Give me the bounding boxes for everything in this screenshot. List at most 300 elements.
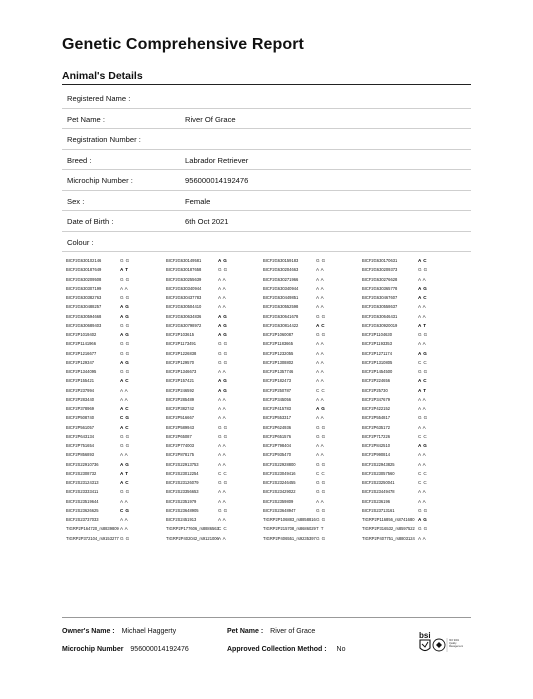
- footer-divider: [62, 617, 471, 618]
- snp-genotype: G G: [120, 258, 130, 263]
- snp-row: [66, 506, 476, 515]
- snp-marker: BICF2S23333411: [66, 489, 99, 495]
- detail-value: Labrador Retriever: [185, 155, 249, 165]
- snp-marker: BICF2P283440: [66, 396, 94, 402]
- snp-genotype: G G: [418, 267, 428, 273]
- snp-marker: BICF2G630204663: [263, 267, 299, 273]
- snp-genotype: G G: [316, 258, 326, 263]
- snp-marker: BICF2P751654: [66, 443, 94, 448]
- detail-row: [62, 191, 471, 212]
- snp-marker: BICF2P1193353: [362, 341, 392, 347]
- snp-genotype: G G: [316, 433, 326, 439]
- snp-row: [66, 515, 476, 524]
- snp-marker: BICF2P1310805: [362, 359, 393, 365]
- snp-marker: BICF2G630187649: [66, 267, 102, 273]
- snp-genotype: A A: [316, 369, 325, 374]
- snp-genotype: A A: [316, 415, 325, 421]
- snp-marker: BICF2P103615: [166, 332, 194, 337]
- snp-genotype: A G: [120, 304, 130, 310]
- snp-genotype: G G: [218, 267, 228, 273]
- snp-marker: BICF2P774003: [166, 443, 194, 448]
- snp-genotype: A A: [418, 396, 427, 402]
- snp-genotype: A A: [418, 498, 427, 504]
- snp-marker: BICF2P717226: [362, 433, 390, 439]
- snp-genotype: C C: [316, 470, 326, 476]
- snp-marker: BICF2G630340944: [263, 285, 299, 291]
- snp-marker: BICF2G630437783: [166, 295, 202, 300]
- detail-row: [62, 109, 471, 130]
- detail-row: [62, 170, 471, 191]
- snp-marker: BICF2P624936: [263, 424, 291, 430]
- snp-genotype: G G: [218, 480, 228, 485]
- snp-marker: BICF2P345056: [263, 396, 291, 402]
- snp-marker: BICF2P635172: [362, 424, 390, 430]
- snp-marker: BICF2P1141966: [66, 341, 96, 347]
- snp-marker: BICF2P553317: [263, 415, 291, 421]
- snp-row: [66, 312, 476, 321]
- snp-marker: BICF2P651576: [263, 433, 291, 439]
- snp-genotype: A A: [120, 498, 129, 504]
- snp-row: [66, 441, 476, 450]
- snp-genotype: A G: [418, 517, 428, 522]
- snp-marker: BICF2P508740: [66, 415, 94, 421]
- snp-marker: TIGRP2P402042_rs9121006: [166, 535, 219, 541]
- check-icon: [422, 642, 428, 647]
- bsi-certification-logo: [417, 629, 463, 663]
- snp-genotype: G G: [218, 507, 228, 513]
- snp-marker: TIGRP2P372104_rs9153277: [66, 535, 119, 541]
- snp-marker: BICF2G630276628: [362, 276, 398, 282]
- snp-genotype: A G: [418, 443, 428, 448]
- snp-marker: BICF2G630798972: [166, 322, 202, 328]
- snp-marker: BICF2G630187658: [166, 267, 202, 273]
- snp-marker: BICF2P1308802: [263, 359, 294, 365]
- snp-genotype: A T: [418, 322, 427, 328]
- snp-row: [66, 413, 476, 422]
- snp-marker: BICF2G630271966: [263, 276, 299, 282]
- snp-marker: BICF2P246592: [166, 387, 194, 393]
- snp-genotype: A A: [418, 424, 427, 430]
- chip-label: Microchip Number: [62, 646, 124, 653]
- snp-marker: BICF2G630920019: [362, 322, 398, 328]
- snp-genotype: G G: [418, 415, 428, 421]
- snp-marker: BICF2G630209373: [362, 267, 398, 273]
- snp-genotype: A A: [218, 498, 227, 504]
- snp-marker: BICF2S22913753: [166, 461, 199, 467]
- snp-genotype: A A: [418, 406, 427, 411]
- snp-genotype: A A: [218, 369, 227, 374]
- snp-marker: BICF2P1183665: [263, 341, 293, 347]
- snp-marker: BICF2P516667: [166, 415, 194, 421]
- snp-genotype: A C: [418, 378, 427, 384]
- snp-marker: BICF2P935470: [263, 452, 291, 458]
- snp-genotype: A C: [120, 480, 129, 485]
- snp-genotype: C G: [120, 507, 130, 513]
- snp-marker: BICF2S236196: [362, 498, 390, 504]
- snp-genotype: G G: [316, 313, 326, 319]
- detail-value: 956000014192476: [185, 176, 249, 185]
- snp-marker: BICF2P250787: [263, 387, 291, 393]
- approved-value: No: [336, 646, 346, 653]
- snp-marker: BICF2P561057: [66, 424, 94, 430]
- snp-genotype: A G: [120, 461, 130, 467]
- snp-genotype: A A: [218, 406, 227, 411]
- snp-genotype: A A: [316, 285, 325, 291]
- detail-label: Date of Birth :: [67, 217, 114, 226]
- snp-genotype: A A: [316, 304, 325, 310]
- owner-label: Owner's Name :: [62, 628, 115, 635]
- snp-row: [66, 367, 476, 376]
- snp-genotype: G G: [316, 480, 326, 485]
- snp-marker: TIGRP2P316532_rs8597522: [362, 526, 415, 532]
- snp-marker: BICF2S23648947: [263, 507, 296, 513]
- detail-label: Sex :: [67, 196, 85, 206]
- snp-marker: BICF2P415783: [263, 406, 291, 411]
- snp-marker: BICF2S23429022: [263, 489, 296, 495]
- snp-genotype: G G: [418, 369, 428, 374]
- snp-genotype: G G: [120, 322, 130, 328]
- snp-row: [66, 487, 476, 496]
- snp-marker: BICF2P347679: [362, 396, 390, 402]
- snp-genotype: C C: [218, 526, 228, 532]
- snp-marker: TIGRP2P406551_rs9235397: [263, 535, 316, 541]
- snp-genotype: A A: [218, 295, 227, 300]
- snp-marker: BICF2G630365778: [362, 285, 398, 291]
- detail-row: [62, 88, 471, 109]
- snp-genotype: A A: [316, 498, 325, 504]
- snp-marker: BICF2G630467607: [362, 295, 398, 300]
- snp-genotype: C C: [418, 480, 428, 485]
- snp-marker: BICF2G630558637: [362, 304, 398, 310]
- snp-row: [66, 358, 476, 367]
- snp-genotype: A C: [120, 424, 129, 430]
- snp-row: [66, 404, 476, 413]
- iso-caption-1: ISO 9001: [449, 639, 460, 642]
- detail-label: Pet Name :: [67, 114, 105, 124]
- snp-genotype: G G: [418, 332, 428, 337]
- snp-marker: BICF2P1271174: [362, 350, 392, 356]
- pet-value: River of Grace: [270, 628, 316, 635]
- snp-marker: BICF2P237994: [66, 387, 94, 393]
- snp-marker: BICF2P554817: [362, 415, 390, 421]
- snp-row: [66, 469, 476, 478]
- snp-genotype: A A: [218, 489, 227, 495]
- snp-marker: BICF2G630641678: [263, 313, 299, 319]
- snp-marker: BICF2G630340944: [166, 285, 202, 291]
- snp-marker: BICF2P378969: [66, 406, 94, 411]
- snp-genotype: A A: [120, 526, 129, 532]
- snp-marker: BICF2G630209508: [66, 276, 102, 282]
- snp-marker: BICF2S22928800: [263, 461, 296, 467]
- snp-marker: BICF2S23737033: [66, 517, 99, 522]
- snp-marker: BICF2S2359809: [263, 498, 294, 504]
- snp-marker: TIGRP2P407751_rs8803124: [362, 535, 415, 541]
- snp-marker: BICF2P1019402: [66, 332, 97, 337]
- snp-genotype: G G: [120, 443, 130, 448]
- snp-row: [66, 302, 476, 311]
- snp-genotype: A A: [316, 276, 325, 282]
- snp-marker: BICF2S23519644: [66, 498, 99, 504]
- snp-genotype: C C: [418, 470, 428, 476]
- snp-genotype: A A: [120, 387, 129, 393]
- snp-marker: BICF2S23449478: [362, 489, 395, 495]
- detail-label: Breed :: [67, 155, 92, 165]
- snp-genotype: C C: [418, 433, 428, 439]
- snp-marker: TIGRP2P116856_rs8741680: [362, 517, 415, 522]
- snp-row: [66, 386, 476, 395]
- snp-genotype: A G: [218, 332, 228, 337]
- detail-row: [62, 129, 471, 150]
- snp-genotype: A T: [120, 470, 129, 476]
- snp-marker: BICF2S23124313: [66, 480, 99, 485]
- detail-label: Colour :: [67, 237, 94, 247]
- snp-genotype: G G: [316, 507, 326, 513]
- snp-genotype: A A: [316, 267, 325, 273]
- snp-marker: BICF2P422152: [362, 406, 390, 411]
- snp-marker: BICF2P65087: [166, 433, 192, 439]
- snp-genotype: A G: [218, 387, 228, 393]
- snp-genotype: G G: [316, 332, 326, 337]
- snp-genotype: A G: [218, 258, 228, 263]
- snp-row: [66, 450, 476, 459]
- snp-marker: BICF2P990814: [362, 452, 390, 458]
- snp-marker: BICF2S2308732: [66, 470, 97, 476]
- snp-marker: BICF2G630646431: [362, 313, 398, 319]
- snp-genotype: A A: [218, 304, 227, 310]
- snp-genotype: A A: [418, 489, 427, 495]
- snp-marker: BICF2G630689403: [66, 322, 102, 328]
- snp-genotype-table: [66, 256, 476, 543]
- snp-genotype: A G: [316, 406, 326, 411]
- kitemark-heart-icon: [436, 642, 442, 648]
- snp-marker: BICF2G630170631: [362, 258, 398, 263]
- snp-genotype: A A: [120, 517, 129, 522]
- snp-marker: BICF2S23356653: [166, 489, 199, 495]
- snp-genotype: G G: [418, 526, 428, 532]
- snp-genotype: A A: [316, 443, 325, 448]
- snp-genotype: A A: [218, 415, 227, 421]
- snp-marker: BICF2G630255639: [166, 276, 202, 282]
- snp-marker: BICF2S2351979: [166, 498, 197, 504]
- snp-marker: BICF2P589943: [166, 424, 194, 430]
- snp-genotype: G G: [218, 424, 228, 430]
- snp-genotype: A G: [218, 378, 228, 384]
- snp-marker: BICF2S23246455: [263, 480, 296, 485]
- snp-genotype: A A: [218, 285, 227, 291]
- snp-genotype: A A: [218, 517, 227, 522]
- snp-marker: BICF2P798404: [263, 443, 291, 448]
- snp-genotype: A A: [316, 452, 325, 458]
- footer-owner: [62, 628, 176, 635]
- snp-marker: BICF2S23012254: [166, 470, 199, 476]
- footer-pet: [227, 628, 315, 635]
- snp-marker: BICF2G630634836: [166, 313, 202, 319]
- snp-marker: BICF2P285489: [166, 396, 194, 402]
- snp-marker: BICF2P382742: [166, 406, 194, 411]
- snp-row: [66, 395, 476, 404]
- snp-marker: BICF2G630159183: [263, 258, 299, 263]
- snp-genotype: A A: [418, 276, 427, 282]
- detail-value: 6th Oct 2021: [185, 217, 229, 226]
- snp-genotype: A G: [418, 350, 428, 356]
- snp-genotype: C G: [120, 415, 130, 421]
- snp-genotype: A G: [218, 313, 228, 319]
- snp-genotype: A C: [418, 258, 427, 263]
- snp-row: [66, 265, 476, 274]
- snp-genotype: A A: [418, 304, 427, 310]
- snp-genotype: A A: [120, 396, 129, 402]
- snp-genotype: G G: [218, 350, 228, 356]
- snp-row: [66, 293, 476, 302]
- snp-genotype: G G: [120, 341, 130, 347]
- snp-genotype: G G: [316, 424, 326, 430]
- snp-marker: BICF2P1060087: [263, 332, 294, 337]
- snp-marker: BICF2P1226838: [166, 350, 197, 356]
- snp-row: [66, 275, 476, 284]
- detail-value: Female: [185, 196, 211, 206]
- snp-genotype: A A: [316, 378, 325, 384]
- snp-marker: BICF2P1216677: [66, 350, 97, 356]
- snp-marker: BICF2S23049416: [263, 470, 296, 476]
- snp-marker: TIGRP2P215708_rs8686029: [263, 526, 316, 532]
- snp-marker: BICF2P643134: [66, 433, 94, 439]
- snp-genotype: A A: [418, 341, 427, 347]
- snp-genotype: A G: [218, 322, 228, 328]
- report-title: Genetic Comprehensive Report: [62, 36, 304, 53]
- snp-genotype: G G: [218, 341, 228, 347]
- snp-genotype: G G: [218, 359, 228, 365]
- snp-genotype: C C: [316, 387, 326, 393]
- snp-row: [66, 339, 476, 348]
- snp-genotype: G G: [316, 489, 326, 495]
- snp-row: [66, 460, 476, 469]
- approved-label: Approved Collection Method :: [227, 646, 327, 653]
- snp-marker: BICF2G630814422: [263, 322, 299, 328]
- detail-row: [62, 211, 471, 232]
- snp-genotype: C C: [418, 359, 428, 365]
- snp-marker: BICF2S23713161: [362, 507, 395, 513]
- snp-row: [66, 330, 476, 339]
- iso-caption-3: Management: [449, 645, 463, 648]
- snp-genotype: G G: [316, 517, 326, 522]
- snp-marker: BICF2P878175: [166, 452, 194, 458]
- snp-marker: BICF2G630504410: [166, 304, 202, 310]
- snp-genotype: G G: [120, 295, 130, 300]
- snp-genotype: T T: [316, 526, 324, 532]
- snp-marker: BICF2P1344095: [66, 369, 97, 374]
- snp-genotype: A G: [120, 359, 130, 365]
- snp-row: [66, 524, 476, 533]
- snp-genotype: A A: [418, 535, 427, 541]
- snp-marker: BICF2G630149581: [166, 258, 202, 263]
- snp-genotype: A A: [418, 313, 427, 319]
- snp-genotype: A T: [418, 387, 427, 393]
- snp-marker: BICF2G630307199: [66, 285, 102, 291]
- snp-marker: TIGRP2P106883_rs8858816: [263, 517, 316, 522]
- snp-marker: BICF2P1454500: [362, 369, 393, 374]
- snp-genotype: A T: [120, 267, 129, 273]
- snp-marker: BICF2P224656: [362, 378, 390, 384]
- snp-genotype: G G: [120, 369, 130, 374]
- snp-row: [66, 321, 476, 330]
- snp-marker: BICF2G630552598: [263, 304, 299, 310]
- pet-label: Pet Name :: [227, 628, 264, 635]
- snp-marker: BICF2G630594668: [66, 313, 102, 319]
- snp-genotype: A A: [120, 285, 129, 291]
- snp-marker: BICF2P129347: [66, 359, 94, 365]
- snp-genotype: A A: [316, 396, 325, 402]
- snp-genotype: A A: [316, 341, 325, 347]
- snp-genotype: A A: [218, 443, 227, 448]
- snp-genotype: G G: [418, 507, 428, 513]
- snp-genotype: A G: [418, 285, 428, 291]
- snp-genotype: A A: [418, 452, 427, 458]
- snp-marker: BICF2P155421: [66, 378, 94, 384]
- section-divider: [62, 84, 471, 85]
- snp-row: [66, 349, 476, 358]
- detail-label: Microchip Number :: [67, 176, 133, 185]
- snp-genotype: G G: [218, 433, 228, 439]
- footer-microchip: [62, 646, 189, 653]
- snp-genotype: G G: [316, 461, 326, 467]
- detail-value: River Of Grace: [185, 114, 236, 124]
- snp-genotype: A A: [218, 452, 227, 458]
- snp-genotype: G G: [120, 489, 130, 495]
- snp-marker: BICF2P182473: [263, 378, 291, 384]
- snp-genotype: G G: [120, 276, 130, 282]
- snp-genotype: A C: [418, 295, 427, 300]
- snp-marker: BICF2P25730: [362, 387, 388, 393]
- detail-row: [62, 150, 471, 171]
- snp-genotype: A C: [316, 322, 325, 328]
- snp-marker: BICF2S22910736: [66, 461, 99, 467]
- snp-genotype: A A: [218, 461, 227, 467]
- snp-marker: BICF2S23057560: [362, 470, 395, 476]
- snp-marker: BICF2S22943825: [362, 461, 395, 467]
- snp-marker: BICF2G630449851: [263, 295, 299, 300]
- detail-label: Registration Number :: [67, 135, 141, 144]
- chip-value: 956000014192476: [130, 646, 189, 653]
- snp-marker: BICF2G630102146: [66, 258, 102, 263]
- snp-row: [66, 376, 476, 385]
- snp-marker: BICF2P1346673: [166, 369, 197, 374]
- detail-label: Registered Name :: [67, 94, 131, 103]
- snp-marker: BICF2P856893: [66, 452, 94, 458]
- animal-details-table: [62, 88, 471, 252]
- snp-marker: BICF2P842510: [362, 443, 390, 448]
- snp-row: [66, 478, 476, 487]
- snp-marker: BICF2S23648905: [166, 507, 199, 513]
- snp-marker: BICF2S23626625: [66, 507, 99, 513]
- bsi-logo-text: bsi: [419, 631, 431, 640]
- snp-marker: BICF2P129570: [166, 359, 194, 365]
- snp-genotype: A A: [418, 461, 427, 467]
- snp-genotype: A A: [218, 276, 227, 282]
- snp-marker: BICF2P157421: [166, 378, 194, 384]
- snp-genotype: G G: [120, 433, 130, 439]
- snp-genotype: A A: [218, 396, 227, 402]
- snp-genotype: A A: [316, 350, 325, 356]
- snp-marker: BICF2G630488257: [66, 304, 102, 310]
- snp-genotype: A A: [316, 295, 325, 300]
- detail-row: [62, 232, 471, 253]
- snp-marker: TIGRP2P177606_rs8886563: [166, 526, 219, 532]
- snp-genotype: C C: [218, 470, 228, 476]
- snp-marker: BICF2S23126079: [166, 480, 199, 485]
- snp-genotype: A C: [120, 406, 129, 411]
- snp-genotype: A C: [120, 378, 129, 384]
- snp-marker: BICF2P1232055: [263, 350, 294, 356]
